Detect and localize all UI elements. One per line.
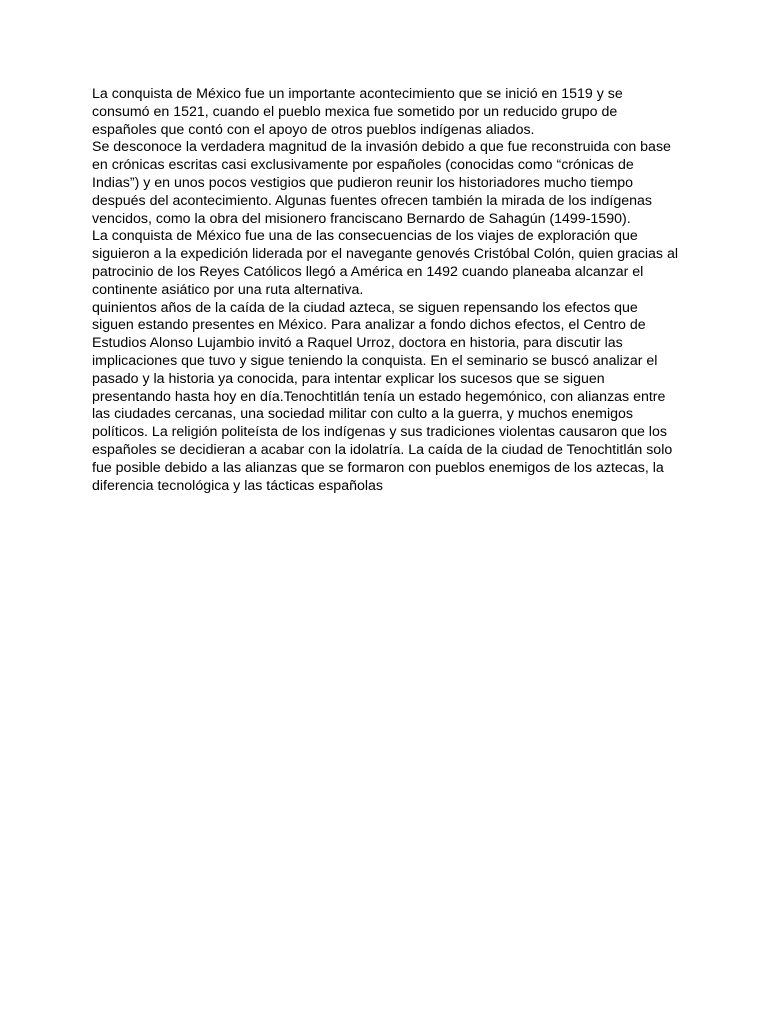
- paragraph-viajes-exploracion: La conquista de México fue una de las consecuencias de los viajes de exploración que siguieron a la expedición liderada por el navegante genovés Cristóbal Colón, quien gracias al patrocinio de los Reyes Católicos llegó a América en 1492 cuando planeaba alcanzar el continente asiático por una ruta alternativa.: [92, 228, 679, 298]
- paragraph-conquista-intro: La conquista de México fue un importante acontecimiento que se inició en 1519 y se consumó en 1521, cuando el pueblo mexica fue sometido por un reducido grupo de españoles que contó con el apoyo de otros pueblos indígenas aliados.: [92, 86, 623, 138]
- document-body: [92, 86, 682, 495]
- paragraph-magnitud-invasion: Se desconoce la verdadera magnitud de la invasión debido a que fue reconstruida con base en crónicas escritas casi exclusivamente por españoles (conocidas como “crónicas de Indias”) y en unos pocos vestigios que pudieron reunir los historiadores mucho tiempo después del acontecimiento. Algunas fuentes ofrecen también la mirada de los indígenas vencidos, como la obra del misionero franciscano Bernardo de Sahagún (1499-1590).: [92, 139, 671, 227]
- paragraph-quinientos-anos: quinientos años de la caída de la ciudad azteca, se siguen repensando los efectos que siguen estando presentes en México. Para analizar a fondo dichos efectos, el Centro de Estudios Alonso Lujambio invitó a Raquel Urroz, doctora en historia, para discutir las implicaciones que tuvo y sigue teniendo la conquista. En el seminario se buscó analizar el pasado y la historia ya conocida, para intentar explicar los sucesos que se siguen presentando hasta hoy en día.Tenochtitlán tenía un estado hegemónico, con alianzas entre las ciudades cercanas, una sociedad militar con culto a la guerra, y muchos enemigos políticos. La religión politeísta de los indígenas y sus tradiciones violentas causaron que los españoles se decidieran a acabar con la idolatría. La caída de la ciudad de Tenochtitlán solo fue posible debido a las alianzas que se formaron con pueblos enemigos de los aztecas, la diferencia tecnológica y las tácticas españolas: [92, 299, 673, 494]
